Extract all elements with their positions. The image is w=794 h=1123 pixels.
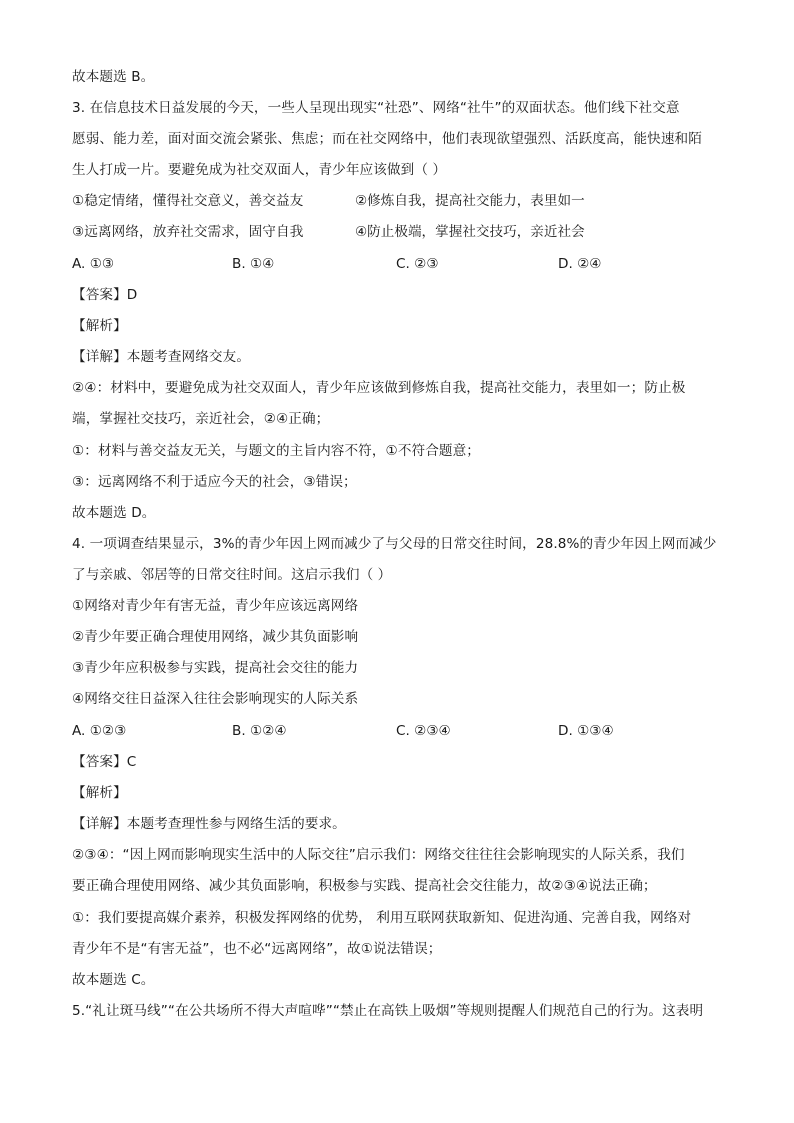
detail-label: 【详解】本题考查网络交友。 bbox=[72, 349, 251, 365]
question-4-stem: 4. 一项调查结果显示，3%的青少年因上网而减少了与父母的日常交往时间，28.8%的青少年因上网而减少 bbox=[72, 536, 717, 552]
text-line: 生人打成一片。要避免成为社交双面人，青少年应该做到（ ） bbox=[72, 162, 447, 178]
choice-a: A. ①③ bbox=[72, 256, 115, 272]
text-line: 青少年不是“有害无益”，也不必“远离网络”，故①说法错误； bbox=[72, 941, 442, 957]
statement-3: ③青少年应积极参与实践，提高社会交往的能力 bbox=[72, 660, 359, 676]
choice-b: B. ①②④ bbox=[232, 723, 287, 739]
statement-4: ④防止极端，掌握社交技巧，亲近社会 bbox=[355, 224, 585, 240]
statement-2: ②修炼自我，提高社交能力，表里如一 bbox=[355, 193, 585, 209]
text-line: 要正确合理使用网络、减少其负面影响，积极参与实践、提高社会交往能力，故②③④说法正确； bbox=[72, 878, 657, 894]
choice-c: C. ②③④ bbox=[396, 723, 451, 739]
text-line: ①：我们要提高媒介素养，积极发挥网络的优势， 利用互联网获取新知、促进沟通、完善自我，网络对 bbox=[72, 910, 692, 926]
statement-1: ①网络对青少年有害无益，青少年应该远离网络 bbox=[72, 598, 359, 614]
answer-label: 【答案】D bbox=[72, 287, 138, 303]
analysis-label: 【解析】 bbox=[72, 318, 127, 334]
statement-1: ①稳定情绪，懂得社交意义，善交益友 bbox=[72, 193, 304, 209]
text-line: 故本题选 C。 bbox=[72, 972, 155, 988]
question-3-stem: 3. 在信息技术日益发展的今天，一些人呈现出现实“社恐”、网络“社牛”的双面状态。他们线下社交意 bbox=[72, 100, 680, 116]
question-5-stem: 5.“礼让斑马线”“在公共场所不得大声喧哗”“禁止在高铁上吸烟”等规则提醒人们规范自己的行为。这表明 bbox=[72, 1003, 704, 1019]
text-line: ②③④：“因上网而影响现实生活中的人际交往”启示我们：网络交往往往会影响现实的人际关系，我们 bbox=[72, 847, 685, 863]
text-line: ③：远离网络不利于适应今天的社会，③错误； bbox=[72, 474, 357, 490]
text-line: 端，掌握社交技巧，亲近社会，②④正确； bbox=[72, 411, 330, 427]
text-line: ①：材料与善交益友无关，与题文的主旨内容不符，①不符合题意； bbox=[72, 443, 480, 459]
detail-label: 【详解】本题考查理性参与网络生活的要求。 bbox=[72, 816, 346, 832]
statement-2: ②青少年要正确合理使用网络，减少其负面影响 bbox=[72, 629, 359, 645]
choice-d: D. ②④ bbox=[558, 256, 602, 272]
analysis-label: 【解析】 bbox=[72, 785, 127, 801]
choice-c: C. ②③ bbox=[396, 256, 439, 272]
text-line: 了与亲戚、邻居等的日常交往时间。这启示我们（ ） bbox=[72, 567, 392, 583]
choice-d: D. ①③④ bbox=[558, 723, 614, 739]
text-line: 愿弱、能力差，面对面交流会紧张、焦虑；而在社交网络中，他们表现欲望强烈、活跃度高，能快速和陌 bbox=[72, 131, 702, 147]
text-line: ②④：材料中，要避免成为社交双面人，青少年应该做到修炼自我，提高社交能力，表里如一；防止极 bbox=[72, 380, 686, 396]
choice-b: B. ①④ bbox=[232, 256, 275, 272]
text-line: 故本题选 D。 bbox=[72, 505, 156, 521]
answer-label: 【答案】C bbox=[72, 754, 137, 770]
text-line: 故本题选 B。 bbox=[72, 69, 155, 85]
statement-3: ③远离网络，放弃社交需求，固守自我 bbox=[72, 224, 304, 240]
choice-a: A. ①②③ bbox=[72, 723, 127, 739]
statement-4: ④网络交往日益深入往往会影响现实的人际关系 bbox=[72, 691, 359, 707]
